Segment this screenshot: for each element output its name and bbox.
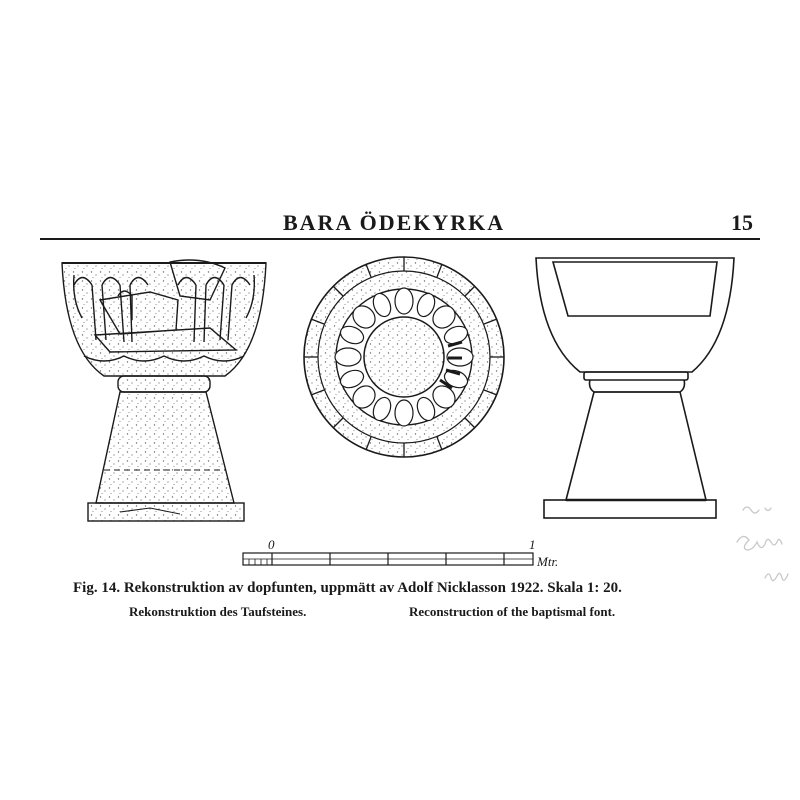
section-pedestal	[566, 392, 706, 500]
basin-center	[364, 317, 444, 397]
caption-english: Reconstruction of the baptismal font.	[409, 604, 616, 619]
scale-unit-label: Mtr.	[537, 554, 559, 569]
scale-bar	[243, 553, 533, 565]
base-plinth	[88, 503, 244, 521]
scale-start-label: 0	[268, 537, 275, 552]
section-basin-cavity	[553, 262, 717, 316]
running-header-title: BARA ÖDEKYRKA	[283, 210, 506, 235]
figure-caption: Fig. 14. Rekonstruktion av dopfunten, uppmätt av Adolf Nicklasson 1922. Skala 1: 20.	[73, 580, 622, 596]
section-stem-joint	[590, 380, 685, 392]
page-number: 15	[731, 210, 753, 235]
section-plinth	[544, 500, 716, 518]
font-section-outline	[536, 258, 734, 518]
figure-14-drawings	[0, 240, 800, 580]
font-elevation-reconstruction	[62, 260, 266, 521]
font-plan-view	[304, 257, 504, 457]
section-bowl	[536, 258, 734, 372]
pedestal	[96, 392, 234, 503]
collar-ring	[118, 376, 210, 392]
pencil-margin-annotation	[735, 500, 800, 590]
section-collar	[584, 372, 688, 380]
caption-german: Rekonstruktion des Taufsteines.	[129, 604, 307, 619]
scale-end-label: 1	[529, 537, 536, 552]
